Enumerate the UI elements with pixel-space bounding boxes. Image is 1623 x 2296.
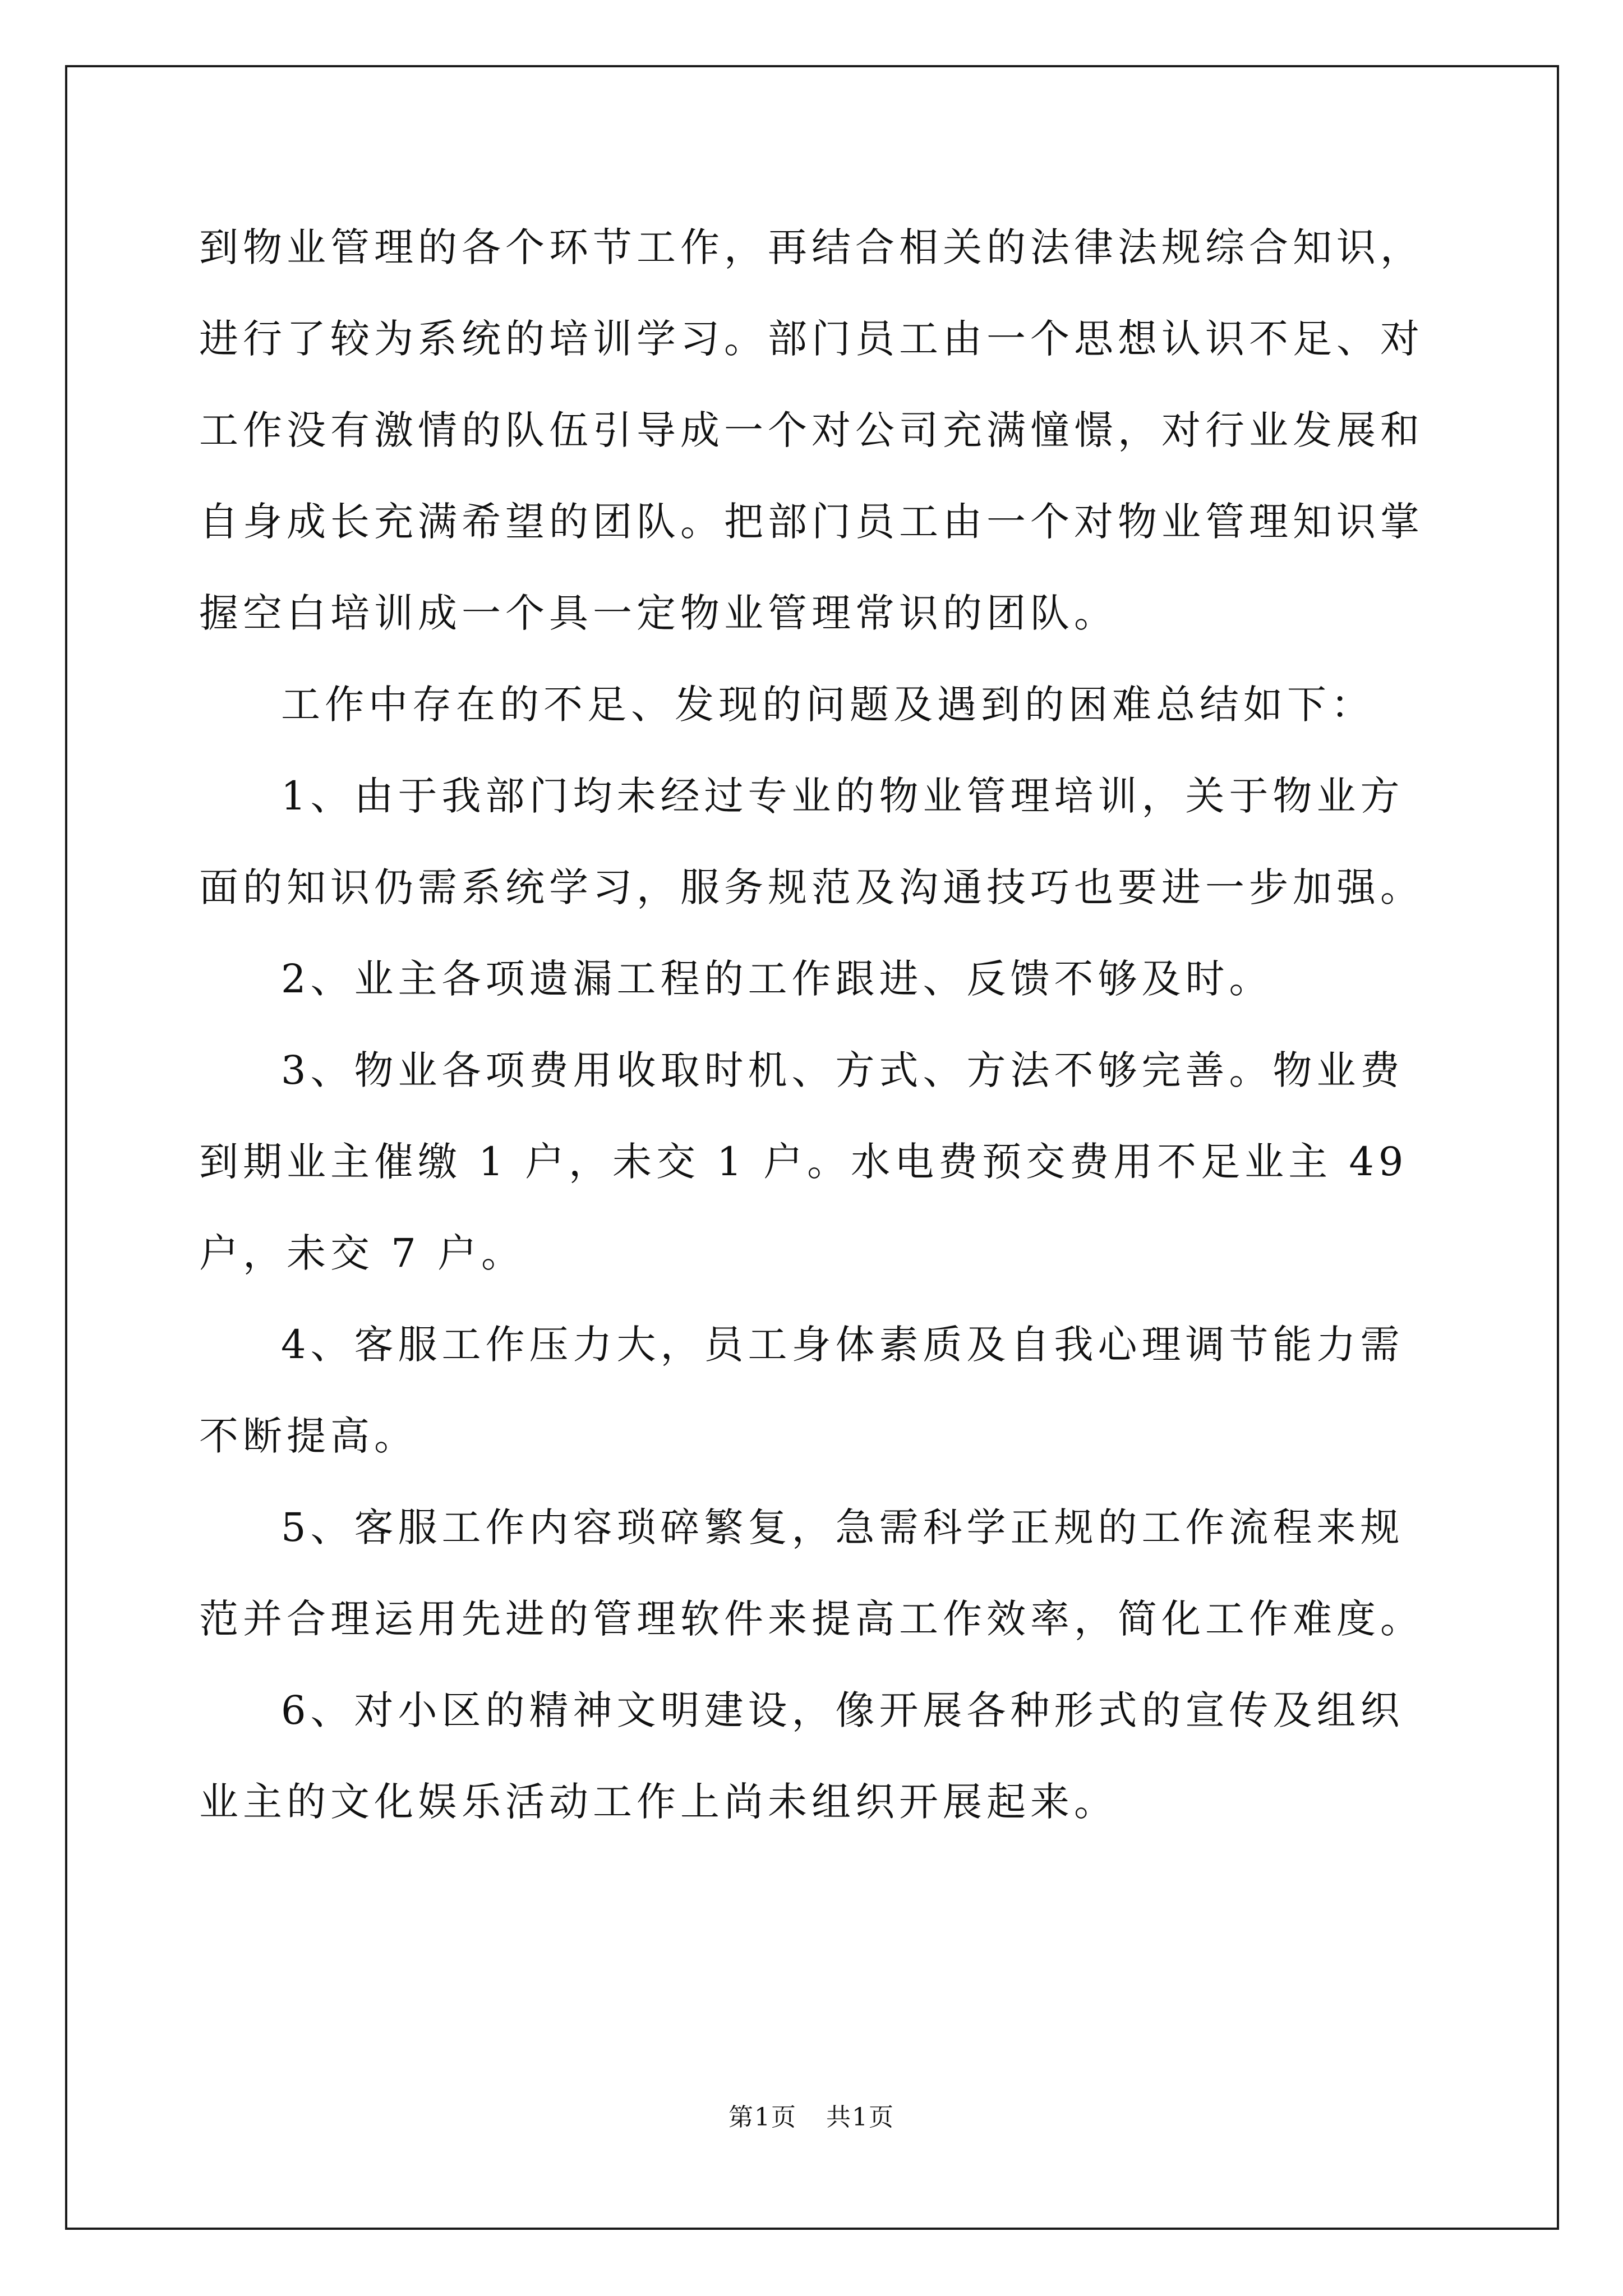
page-number: 第1页 xyxy=(728,2103,797,2132)
paragraph-2: 工作中存在的不足、发现的问题及遇到的困难总结如下： xyxy=(281,682,1375,728)
paragraph-5: 3、物业各项费用收取时机、方式、方法不够完善。物业费到期业主催缴 1 户，未交 1 户。水电费预交费用不足业主 49 户，未交 7 户。 xyxy=(199,1047,1408,1276)
document-body xyxy=(199,202,1424,1848)
paragraph-6: 4、客服工作压力大，员工身体素质及自我心理调节能力需不断提高。 xyxy=(199,1322,1404,1459)
page-footer xyxy=(0,2101,1623,2134)
paragraph-4: 2、业主各项遗漏工程的工作跟进、反馈不够及时。 xyxy=(281,956,1273,1002)
paragraph-1: 到物业管理的各个环节工作，再结合相关的法律法规综合知识，进行了较为系统的培训学习。部门员工由一个思想认识不足、对工作没有激情的队伍引导成一个对公司充满憧憬，对行业发展和自身成长充满希望的团队。把部门员工由一个对物业管理知识掌握空白培训成一个具一定物业管理常识的团队。 xyxy=(199,224,1424,636)
paragraph-3: 1、由于我部门均未经过专业的物业管理培训，关于物业方面的知识仍需系统学习，服务规范及沟通技巧也要进一步加强。 xyxy=(199,773,1424,910)
page-total: 共1页 xyxy=(826,2103,895,2132)
paragraph-7: 5、客服工作内容琐碎繁复，急需科学正规的工作流程来规范并合理运用先进的管理软件来提高工作效率，简化工作难度。 xyxy=(199,1504,1424,1642)
paragraph-8: 6、对小区的精神文明建设，像开展各种形式的宣传及组织业主的文化娱乐活动工作上尚未组织开展起来。 xyxy=(199,1687,1404,1825)
